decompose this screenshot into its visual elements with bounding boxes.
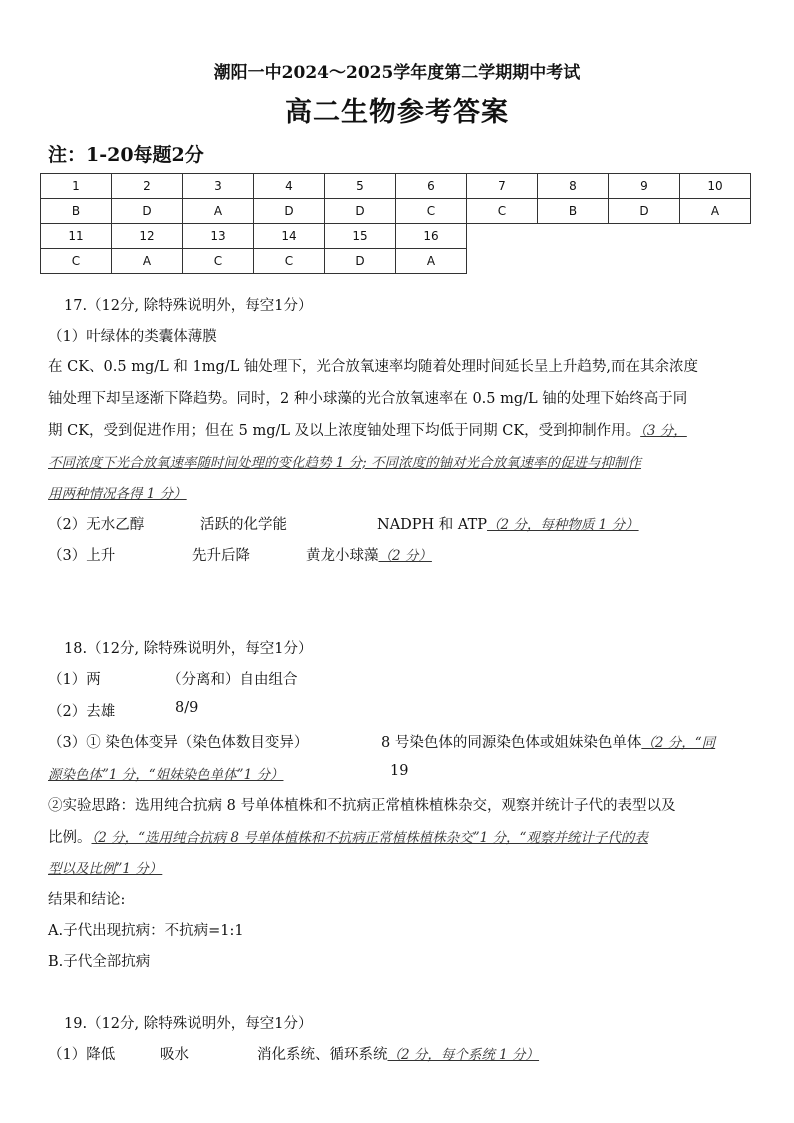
q18-answer-3a: （3）① 染色体变异（染色体数目变异） — [48, 735, 309, 751]
q18-answer-2a: （2）去雄 — [48, 704, 116, 720]
answer-cell: C — [467, 199, 538, 224]
q17-paragraph-text: 期 CK，受到促进作用；但在 5 mg/L 及以上浓度铀处理下均低于同期 CK，受到抑制作用。 — [48, 423, 641, 439]
q17-answer-2c — [377, 513, 639, 534]
answer-cell: C — [41, 249, 112, 274]
table-row — [41, 224, 751, 249]
empty-cell — [467, 249, 751, 274]
question-number: 4 — [254, 174, 325, 199]
question-number: 3 — [183, 174, 254, 199]
question-number: 9 — [609, 174, 680, 199]
answer-cell: A — [183, 199, 254, 224]
q17-answer-2a: （2）无水乙醇 — [48, 517, 145, 533]
q17-answer-3a: （3）上升 — [48, 548, 116, 564]
q18-answer-1b: （分离和）自由组合 — [167, 672, 298, 688]
scoring-note: （3 分， — [640, 423, 687, 439]
q19-answer-1b: 吸水 — [160, 1047, 189, 1063]
q17-paragraph-line: 在 CK、0.5 mg/L 和 1mg/L 铀处理下，光合放氧速率均随着处理时间延长呈上升趋势,而在其余浓度 — [48, 359, 698, 375]
scoring-note: 注：1-20每题2分 — [48, 144, 204, 166]
question-number: 11 — [41, 224, 112, 249]
question-number: 15 — [325, 224, 396, 249]
table-row — [41, 199, 751, 224]
document-title: 高二生物参考答案 — [285, 97, 509, 128]
answer-cell: C — [183, 249, 254, 274]
scoring-note: 不同浓度下光合放氧速率随时间处理的变化趋势 1 分; 不同浓度的铀对光合放氧速率的促进与抑制作 — [48, 455, 642, 471]
q18-result-a: A.子代出现抗病：不抗病=1:1 — [48, 923, 244, 939]
q17-paragraph-line — [48, 419, 687, 440]
question-number: 1 — [41, 174, 112, 199]
answer-cell: A — [396, 249, 467, 274]
question-number: 2 — [112, 174, 183, 199]
table-row — [41, 249, 751, 274]
q18-answer-3b-text: 8 号染色体的同源染色体或姐妹染色单体 — [381, 735, 642, 751]
scoring-note: 源染色体”1 分，“姐妹染色单体”1 分） — [48, 767, 284, 783]
answer-cell: A — [680, 199, 751, 224]
q17-answer-3c — [306, 544, 432, 565]
scoring-note: （2 分，每种物质 1 分） — [487, 517, 639, 533]
answer-cell: C — [396, 199, 467, 224]
q18-result-b: B.子代全部抗病 — [48, 954, 151, 970]
q17-answer-2b: 活跃的化学能 — [200, 517, 287, 533]
scoring-note: （2 分） — [378, 548, 432, 564]
q18-results-heading: 结果和结论: — [48, 892, 126, 908]
question-number: 5 — [325, 174, 396, 199]
q18-answer-3b — [381, 731, 715, 752]
q19-answer-1c-text: 消化系统、循环系统 — [257, 1047, 388, 1063]
q18-answer-1a: （1）两 — [48, 672, 101, 688]
question-number: 7 — [467, 174, 538, 199]
answer-cell: D — [112, 199, 183, 224]
scoring-note: 用两种情况各得 1 分） — [48, 486, 187, 502]
scoring-note: 型以及比例”1 分） — [48, 861, 163, 877]
q17-answer-3c-text: 黄龙小球藻 — [306, 548, 379, 564]
question-number: 6 — [396, 174, 467, 199]
question-number: 8 — [538, 174, 609, 199]
question-number: 13 — [183, 224, 254, 249]
q17-answer-2c-text: NADPH 和 ATP — [377, 517, 488, 533]
q18-answer-2b: 8/9 — [175, 700, 199, 716]
scoring-note: （2 分，每个系统 1 分） — [387, 1047, 540, 1063]
answer-cell: B — [41, 199, 112, 224]
q18-experiment-line: ②实验思路：选用纯合抗病 8 号单体植株和不抗病正常植株植株杂交，观察并统计子代的表型以及 — [48, 798, 676, 814]
question-number: 16 — [396, 224, 467, 249]
q17-paragraph-line: 铀处理下却呈逐渐下降趋势。同时，2 种小球藻的光合放氧速率在 0.5 mg/L 铀的处理下始终高于同 — [48, 391, 688, 407]
q19-answer-1a: （1）降低 — [48, 1047, 116, 1063]
answer-table — [40, 173, 751, 274]
table-row — [41, 174, 751, 199]
question-number: 14 — [254, 224, 325, 249]
question-number: 10 — [680, 174, 751, 199]
empty-cell — [467, 224, 751, 249]
answer-cell: B — [538, 199, 609, 224]
q18-experiment-line — [48, 826, 648, 847]
q18-experiment-text: 比例。 — [48, 830, 92, 846]
answer-cell: D — [254, 199, 325, 224]
answer-cell: C — [254, 249, 325, 274]
answer-cell: D — [325, 249, 396, 274]
q18-heading: 18.（12分, 除特殊说明外，每空1分） — [64, 641, 313, 657]
exam-title: 潮阳一中2024～2025学年度第二学期期中考试 — [213, 63, 581, 83]
scoring-note: （2 分，“同 — [641, 735, 716, 751]
question-number: 12 — [112, 224, 183, 249]
q19-heading: 19.（12分, 除特殊说明外，每空1分） — [64, 1016, 313, 1032]
q17-answer-3b: 先升后降 — [192, 548, 250, 564]
answer-cell: A — [112, 249, 183, 274]
q17-heading: 17.（12分, 除特殊说明外，每空1分） — [64, 298, 313, 314]
answer-cell: D — [325, 199, 396, 224]
answer-cell: D — [609, 199, 680, 224]
q17-answer-1: （1）叶绿体的类囊体薄膜 — [48, 329, 217, 345]
q19-answer-1c — [257, 1043, 539, 1064]
scoring-note: （2 分，“选用纯合抗病 8 号单体植株和不抗病正常植株植株杂交”1 分，“观察并统计子代的表 — [91, 830, 648, 846]
q18-answer-3c: 19 — [390, 763, 409, 779]
